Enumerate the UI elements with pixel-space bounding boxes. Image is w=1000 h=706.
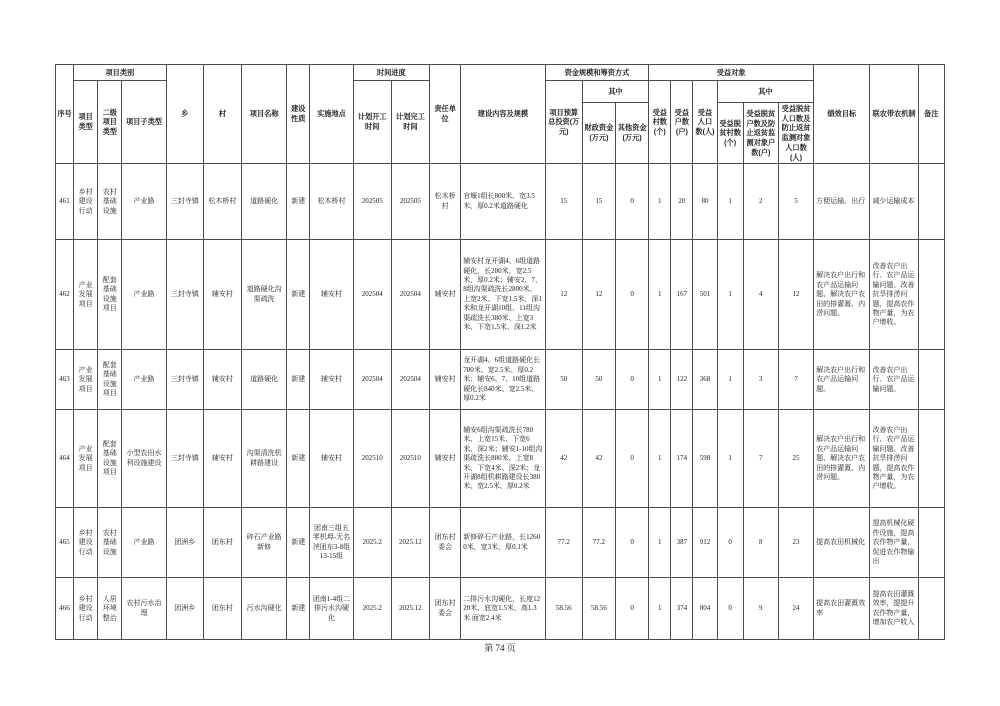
cell-households: 122	[671, 350, 693, 410]
cell-unit: 辅安村	[430, 410, 461, 508]
col-schedule-group-header: 时间进度	[353, 65, 429, 81]
cell-fiscal: 77.2	[582, 508, 615, 578]
cell-fiscal: 12	[582, 240, 615, 350]
cell-mechanism: 改善农户出行、农产品运输问题。	[870, 350, 918, 410]
cell-other: 0	[616, 578, 649, 640]
cell-name: 沟渠清洗机耕路建设	[242, 410, 287, 508]
cell-unit: 团东村委会	[430, 578, 461, 640]
cell-type: 乡村建设行动	[74, 164, 98, 240]
cell-fiscal: 50	[582, 350, 615, 410]
col-goal-header: 绩效目标	[814, 65, 870, 164]
col-end-header: 计划完工时间	[391, 81, 429, 164]
cell-location: 松木桥村	[310, 164, 353, 240]
cell-subtype: 产业路	[122, 240, 166, 350]
cell-sn: 461	[56, 164, 74, 240]
cell-goal: 方便运输、出行	[814, 164, 870, 240]
cell-poor-villages: 0	[717, 508, 743, 578]
col-type-header: 项目类型	[74, 81, 98, 164]
col-nature-header: 建设性质	[287, 65, 310, 164]
table-row	[56, 410, 945, 508]
cell-poor-population: 7	[778, 350, 813, 410]
page-number: 第 74 页	[484, 643, 516, 653]
cell-villages: 1	[649, 508, 671, 578]
cell-location: 辅安村	[310, 240, 353, 350]
cell-name: 碎石产业路新修	[242, 508, 287, 578]
cell-villages: 1	[649, 164, 671, 240]
cell-other: 0	[616, 410, 649, 508]
cell-name: 道路硬化	[242, 164, 287, 240]
cell-nature: 新建	[287, 350, 310, 410]
cell-unit: 松木桥村	[430, 164, 461, 240]
cell-name: 道路硬化沟渠疏洗	[242, 240, 287, 350]
cell-population: 804	[693, 578, 717, 640]
cell-end: 202505	[391, 164, 429, 240]
col-name-header: 项目名称	[242, 65, 287, 164]
cell-households: 374	[671, 578, 693, 640]
cell-type2: 配套基础设施项目	[98, 410, 122, 508]
cell-population: 912	[693, 508, 717, 578]
cell-poor-households: 9	[743, 578, 778, 640]
cell-subtype: 产业路	[122, 164, 166, 240]
cell-unit: 辅安村	[430, 350, 461, 410]
cell-town: 团洲乡	[166, 578, 203, 640]
table-row	[56, 240, 945, 350]
cell-poor-villages: 1	[717, 350, 743, 410]
cell-start: 202510	[353, 410, 391, 508]
cell-subtype: 农村污水治理	[122, 578, 166, 640]
cell-nature: 新建	[287, 164, 310, 240]
cell-goal: 解决农户出行和农产品运输问题。	[814, 350, 870, 410]
col-population-header: 受益人口数(人)	[693, 81, 717, 164]
col-beneficiary-group-header: 受益对象	[649, 65, 814, 81]
cell-population: 368	[693, 350, 717, 410]
col-villages-header: 受益村数(个)	[649, 81, 671, 164]
cell-sn: 465	[56, 508, 74, 578]
cell-type2: 配套基础设施项目	[98, 240, 122, 350]
cell-households: 387	[671, 508, 693, 578]
cell-villages: 1	[649, 240, 671, 350]
col-category-group-header: 项目类别	[74, 65, 167, 81]
col-location-header: 实施地点	[310, 65, 353, 164]
cell-subtype: 产业路	[122, 350, 166, 410]
col-start-header: 计划开工时间	[353, 81, 391, 164]
cell-poor-households: 7	[743, 410, 778, 508]
col-type2-header: 二级项目类型	[98, 81, 122, 164]
cell-poor-population: 5	[778, 164, 813, 240]
cell-poor-population: 12	[778, 240, 813, 350]
cell-location: 辅安村	[310, 350, 353, 410]
cell-content: 二排污水沟硬化，长度1220米，底宽1.5米，高1.3米 面宽2.4米	[461, 578, 545, 640]
cell-fiscal: 58.56	[582, 578, 615, 640]
cell-type: 乡村建设行动	[74, 578, 98, 640]
col-poor-villages-header: 受益脱贫村数(个)	[717, 103, 743, 164]
table-row	[56, 164, 945, 240]
cell-subtype: 产业路	[122, 508, 166, 578]
col-beneficiary-among-header: 其中	[717, 81, 814, 103]
cell-type2: 人居环境整治	[98, 578, 122, 640]
cell-start: 202504	[353, 240, 391, 350]
cell-poor-households: 4	[743, 240, 778, 350]
cell-town: 团洲乡	[166, 508, 203, 578]
cell-sn: 462	[56, 240, 74, 350]
cell-subtype: 小型农田水利设施建设	[122, 410, 166, 508]
cell-sn: 466	[56, 578, 74, 640]
cell-village: 辅安村	[203, 410, 241, 508]
cell-nature: 新建	[287, 578, 310, 640]
cell-town: 三封寺镇	[166, 240, 203, 350]
col-funding-group-header: 资金规模和筹资方式	[545, 65, 649, 81]
cell-poor-households: 8	[743, 508, 778, 578]
cell-other: 0	[616, 350, 649, 410]
cell-content: 辅安6组沟渠疏洗长780米、上宽15米、下宽6米、深2米；辅安1-10组沟渠疏洗长880米、上宽8米、下宽4米、深2米；龙开湖8组机耕路建设长380米、宽2.5米、厚0.2米	[461, 410, 545, 508]
table-row	[56, 578, 945, 640]
cell-poor-households: 3	[743, 350, 778, 410]
cell-type: 产业发展项目	[74, 240, 98, 350]
cell-population: 598	[693, 410, 717, 508]
cell-sn: 464	[56, 410, 74, 508]
col-mechanism-header: 联农带农机制	[870, 65, 918, 164]
cell-poor-population: 23	[778, 508, 813, 578]
cell-nature: 新建	[287, 410, 310, 508]
cell-end: 202510	[391, 410, 429, 508]
cell-content: 新修碎石产业路，长12600米，宽3米，厚0.1米	[461, 508, 545, 578]
cell-content: 龙开湖4、6组道路硬化长700米、宽2.5米、厚0.2米；辅安6、7、10组道路硬化长840米、宽2.5米、厚0.2米	[461, 350, 545, 410]
col-households-header: 受益户数(户)	[671, 81, 693, 164]
col-fiscal-header: 财政资金(万元)	[582, 103, 615, 164]
cell-nature: 新建	[287, 240, 310, 350]
col-other-header: 其他资金(万元)	[616, 103, 649, 164]
cell-type: 产业发展项目	[74, 350, 98, 410]
cell-location: 辅安村	[310, 410, 353, 508]
cell-start: 202504	[353, 350, 391, 410]
cell-villages: 1	[649, 350, 671, 410]
table-row	[56, 508, 945, 578]
cell-budget: 50	[545, 350, 582, 410]
table-body	[56, 164, 945, 640]
cell-village: 松木桥村	[203, 164, 241, 240]
cell-budget: 42	[545, 410, 582, 508]
cell-budget: 12	[545, 240, 582, 350]
cell-poor-population: 25	[778, 410, 813, 508]
cell-note	[918, 578, 944, 640]
cell-population: 501	[693, 240, 717, 350]
cell-mechanism: 减少运输成本	[870, 164, 918, 240]
cell-name: 道路硬化	[242, 350, 287, 410]
col-budget-header: 项目预算总投资(万元)	[545, 81, 582, 164]
cell-villages: 1	[649, 578, 671, 640]
cell-note	[918, 240, 944, 350]
cell-end: 202504	[391, 240, 429, 350]
cell-goal: 提高农田灌溉效率	[814, 578, 870, 640]
cell-unit: 团东村委会	[430, 508, 461, 578]
cell-fiscal: 42	[582, 410, 615, 508]
cell-budget: 15	[545, 164, 582, 240]
col-poor-households-header: 受益脱贫户数及防止返贫监测对象户数(户)	[743, 103, 778, 164]
col-unit-header: 责任单位	[430, 65, 461, 164]
table-row	[56, 350, 945, 410]
cell-content: 官堰1组长800米、宽3.5米，厚0.2米道路硬化	[461, 164, 545, 240]
cell-villages: 1	[649, 410, 671, 508]
cell-mechanism: 提高机械化硬件设施，提高农作物产量，促进农作物输出	[870, 508, 918, 578]
project-table-wrapper	[55, 64, 945, 640]
cell-mechanism: 改善农户出行、农产品运输问题、改善抗旱排涝问题，提高农作物产量，为农户增收。	[870, 240, 918, 350]
cell-town: 三封寺镇	[166, 164, 203, 240]
cell-content: 辅安村龙开湖4、6组道路硬化，长280米，宽2.5米，厚0.2米；辅安2、7、8组沟渠疏洗长2800米、上宽2米、下宽1.5米、深1米和龙开湖10组、11组沟渠疏洗长380米、上宽3米、下宽1.5米、深1.2米	[461, 240, 545, 350]
cell-population: 80	[693, 164, 717, 240]
cell-start: 2025.2	[353, 578, 391, 640]
cell-start: 2025.2	[353, 508, 391, 578]
cell-poor-households: 2	[743, 164, 778, 240]
cell-end: 202504	[391, 350, 429, 410]
cell-village: 辅安村	[203, 240, 241, 350]
cell-goal: 提高农田机械化	[814, 508, 870, 578]
cell-households: 174	[671, 410, 693, 508]
cell-goal: 解决农户出行和农产品运输问题、解决农户农田的排灌溉、内涝问题。	[814, 410, 870, 508]
cell-note	[918, 350, 944, 410]
cell-note	[918, 410, 944, 508]
cell-mechanism: 改善农户出行、农产品运输问题、改善抗旱排涝问题，提高农作物产量，为农户增收。	[870, 410, 918, 508]
col-note-header: 备注	[918, 65, 944, 164]
cell-type: 乡村建设行动	[74, 508, 98, 578]
cell-unit: 辅安村	[430, 240, 461, 350]
cell-nature: 新建	[287, 508, 310, 578]
cell-fiscal: 15	[582, 164, 615, 240]
cell-end: 2025.12	[391, 578, 429, 640]
cell-village: 团东村	[203, 578, 241, 640]
cell-location: 团南1-4组二排污水沟硬化	[310, 578, 353, 640]
cell-poor-villages: 1	[717, 240, 743, 350]
col-funding-among-header: 其中	[582, 81, 648, 103]
cell-budget: 58.56	[545, 578, 582, 640]
col-village-header: 村	[203, 65, 241, 164]
col-subtype-header: 项目子类型	[122, 81, 166, 164]
cell-town: 三封寺镇	[166, 410, 203, 508]
cell-type2: 农村基础设施	[98, 164, 122, 240]
cell-poor-population: 24	[778, 578, 813, 640]
cell-mechanism: 提高农田灌溉效率，提提升农作物产量，增加农户收入	[870, 578, 918, 640]
cell-households: 20	[671, 164, 693, 240]
cell-sn: 463	[56, 350, 74, 410]
col-poor-population-header: 受益脱贫人口数及防止返贫监测对象人口数(人)	[778, 103, 813, 164]
cell-note	[918, 508, 944, 578]
cell-poor-villages: 1	[717, 164, 743, 240]
cell-village: 辅安村	[203, 350, 241, 410]
cell-town: 三封寺镇	[166, 350, 203, 410]
cell-start: 202505	[353, 164, 391, 240]
col-sn-header: 序号	[56, 65, 74, 164]
col-town-header: 乡	[166, 65, 203, 164]
cell-village: 团东村	[203, 508, 241, 578]
cell-other: 0	[616, 240, 649, 350]
cell-other: 0	[616, 164, 649, 240]
cell-type2: 农村基础设施	[98, 508, 122, 578]
cell-location: 团南三组五零机埠-无名浃团东3-8组13-15组	[310, 508, 353, 578]
project-table	[55, 64, 945, 640]
cell-poor-villages: 0	[717, 578, 743, 640]
cell-budget: 77.2	[545, 508, 582, 578]
cell-other: 0	[616, 508, 649, 578]
cell-type: 产业发展项目	[74, 410, 98, 508]
cell-poor-villages: 1	[717, 410, 743, 508]
col-content-header: 建设内容及规模	[461, 65, 545, 164]
cell-households: 167	[671, 240, 693, 350]
cell-end: 2025.12	[391, 508, 429, 578]
table-header	[56, 65, 945, 164]
cell-goal: 解决农户出行和农产品运输问题、解决农户农田的排灌溉、内涝问题。	[814, 240, 870, 350]
cell-type2: 配套基础设施项目	[98, 350, 122, 410]
cell-name: 污水沟硬化	[242, 578, 287, 640]
cell-note	[918, 164, 944, 240]
